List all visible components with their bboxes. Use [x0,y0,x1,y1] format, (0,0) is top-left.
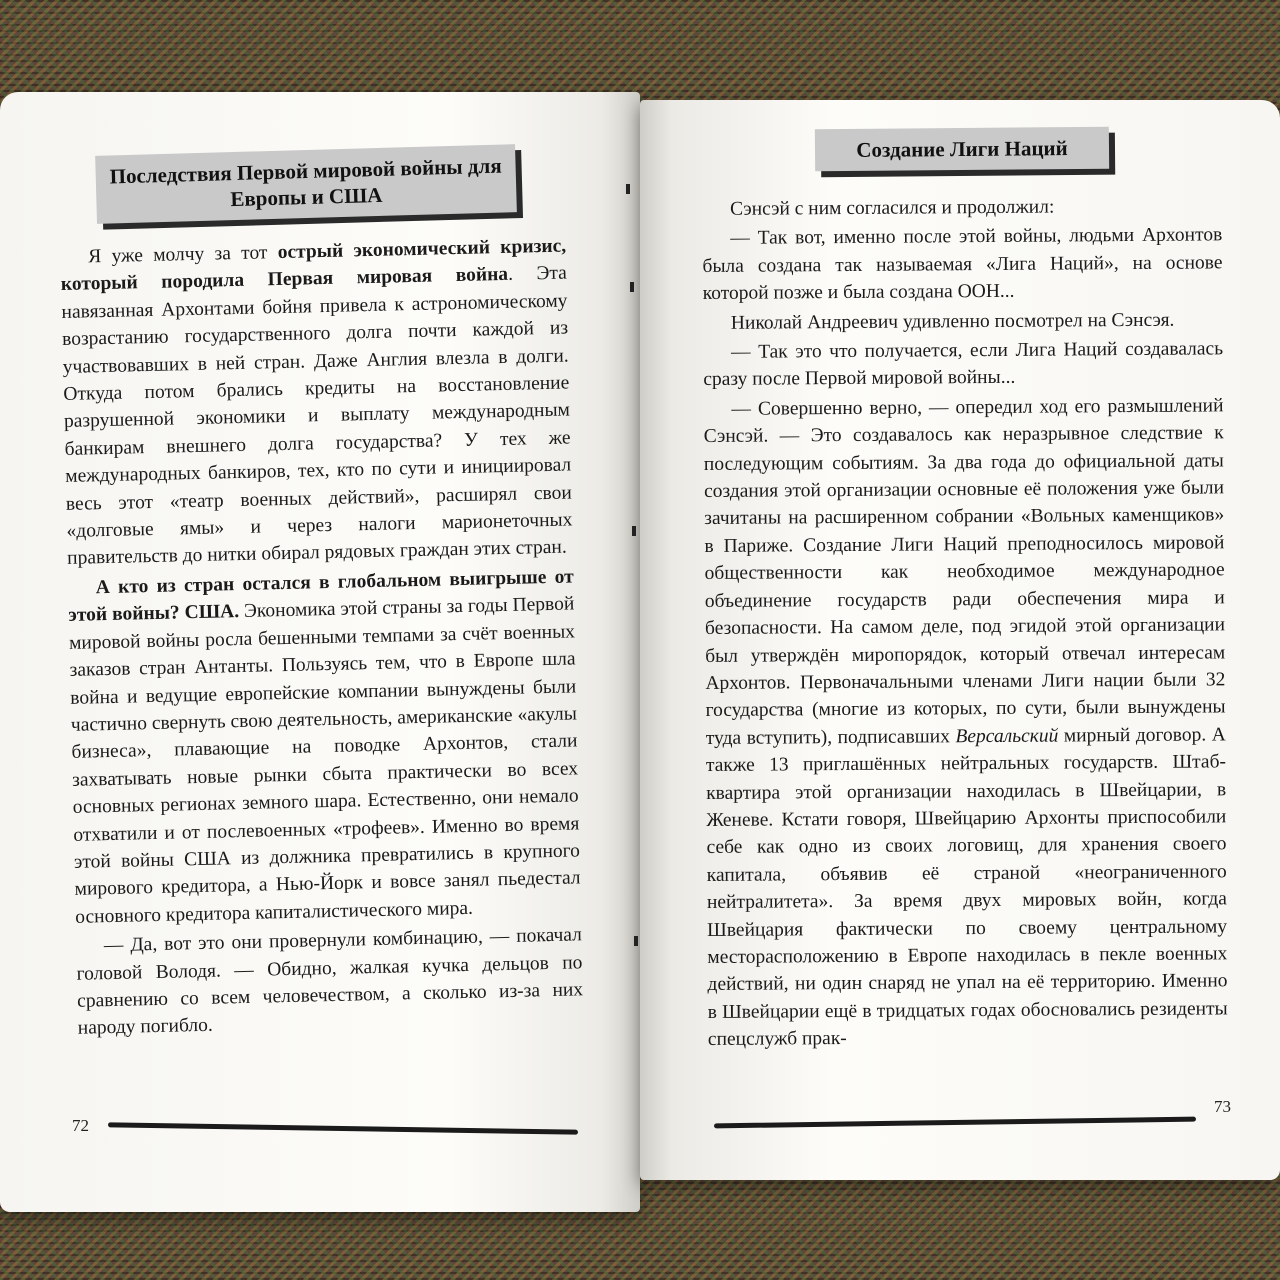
text-run: . Эта навязанная Архонтами бойня привела к астрономическому возрастанию государственного долга почти каждой из участвовавших в ней стран. Даже Англия влезла в долги. Откуда потом брались кредиты на восстановление разрушенной экономики и выплату международным банкирам внешнего долга государства? У тех же международных банкиров, тех, кто по сути и инициировал весь этот «театр военных действий», расширял свои «долговые ямы» и через налоги марионеточных правительств до нитки обирал рядовых граждан этих стран. [61,262,573,570]
paragraph [60,233,573,573]
text-run: Николай Андреевич удивленно посмотрел на Сэнсэя. [730,309,1175,334]
text-run: — Да, вот это они провернули комбинацию, — покачал головой Володя. — Обидно, жалкая кучка дельцов по сравнению со всем человечеством, а сколько из-за них народу погибло. [76,924,584,1040]
text-run: Экономика этой страны за годы Первой мировой войны росла бешенными темпами за счёт военных заказов стран Антанты. Пользуясь тем, что в Европе шла война и ведущие европейские компании вынуждены были частично свернуть свою деятельность, американские «акулы бизнеса», плавающие на поводке Архонтов, стали захватывать новые рынки сбыта практически во всех основных регионах земного шара. Естественно, они немало отхватили и от послевоенных «трофеев». Именно во время этой войны США из должника превратились в крупного мирового кредитора, а Нью-Йорк и вовсе занял пьедестал основного кредитора капиталистического мира. [68,593,581,928]
text-run: острый экономический кризис, который породила Первая мировая война [60,235,567,296]
spine-stitch-mark [626,184,630,194]
text-run: А кто из стран остался в глобальном выигрыше от этой войны? США. [68,566,574,627]
left-page-heading: Последствия Первой мировой войны для Европы и США [95,144,517,224]
paragraph [703,335,1223,393]
right-page-body [702,192,1228,1055]
paragraph [703,306,1223,337]
spine-stitch-mark [634,936,638,946]
spine-stitch-mark [630,282,634,292]
text-run: Я уже молчу за тот [88,242,278,268]
paragraph [68,563,582,931]
paragraph [702,222,1223,308]
text-run: — Так вот, именно после этой войны, людьми Архонтов была создана так называемая «Лига Наций», на основе которой позже и была создана ООН... [702,224,1223,305]
text-run: мирный договор. А также 13 приглашённых нейтральных государств. Штаб-квартира этой организации находилась в Швейцарии, в Женеве. Кстати говоря, Швейцарию Архонты приспособили себе как одно из своих логовищ, для хранения своего капитала, объявив её страной «неограниченного нейтралитета». За время двух мировых войн, когда Швейцария фактически по своему центральному месторасположению в Европе находилась в пекле военных действий, ни один снаряд не упал на её территорию. Именно в Швейцарии ещё в тридцатых годах обосновались резиденты спецслужб прак- [705,724,1228,1051]
spine-stitch-mark [632,526,636,536]
text-run: Версальский [955,725,1059,747]
text-run: — Совершенно верно, — опередил ход его размышлений Сэнсэй. — Это создавалось как неразрывное следствие к последующим событиям. За два года до официальной даты создания этой организации основные её положения уже были зачитаны на расширенном собрании «Вольных каменщиков» в Париже. Создание Лиги Наций преподносилось мировой общественности как необходимое международное объединение государств ради обеспечения мира и безопасности. На самом деле, под эгидой этой организации был утверждён миропорядок, который отвечал интересам Архонтов. Первоначальными членами Лиги нации были 32 государства (многие из которых, по сути, были вынуждены туда вступить), подписавших [703,395,1226,749]
right-page-heading: Создание Лиги Наций [815,127,1109,172]
paragraph [702,192,1222,223]
paragraph [703,392,1228,1053]
text-run: Сэнсэй с ним согласился и продолжил: [730,196,1055,220]
right-page-number: 73 [1214,1097,1231,1116]
paragraph [76,921,584,1042]
text-run: — Так это что получается, если Лига Наций создавалась сразу после Первой мировой войны... [703,338,1224,391]
left-page-number: 72 [72,1116,89,1135]
left-page-body [60,233,584,1045]
